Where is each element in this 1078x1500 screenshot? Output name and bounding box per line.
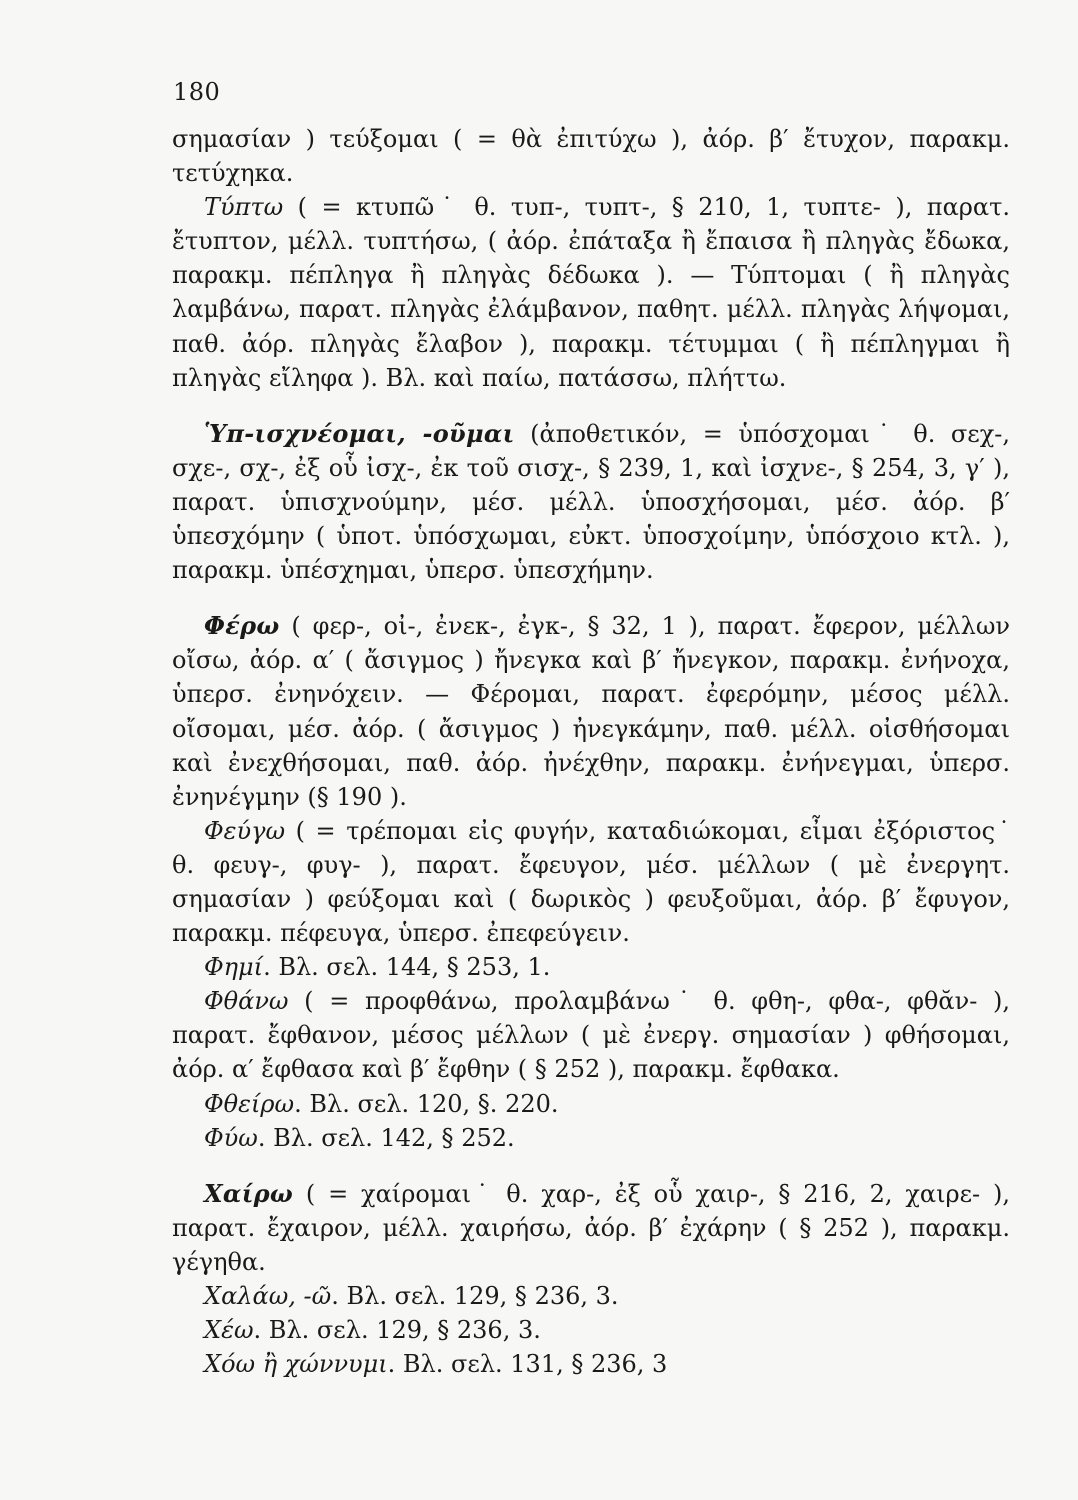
lemma: Φθάνω xyxy=(204,987,289,1016)
lemma-headword: Ὑπ-ισχνέομαι, -οῦμαι xyxy=(204,418,515,448)
entry-text: . Βλ. σελ. 142, § 252. xyxy=(257,1123,515,1152)
lemma: Φύω xyxy=(204,1123,258,1152)
entry-phyo xyxy=(172,1121,1010,1155)
entry-choo xyxy=(172,1347,1010,1381)
entry-text: . Βλ. σελ. 129, § 236, 3. xyxy=(253,1316,541,1345)
lemma: Φθείρω xyxy=(204,1089,295,1118)
lemma-headword: Χαίρω xyxy=(204,1178,294,1208)
lemma: Φημί xyxy=(204,953,264,982)
entry-phthano xyxy=(172,984,1010,1086)
entry-text: . Βλ. σελ. 144, § 253, 1. xyxy=(263,953,551,982)
entry-text: . Βλ. σελ. 120, §. 220. xyxy=(294,1089,559,1118)
entry-phero xyxy=(172,609,1010,814)
entry-text: σημασίαν ) τεύξομαι ( = θὰ ἐπιτύχω ), ἀόρ. β′ ἔτυχον, παρακμ. τετύχηκα. xyxy=(172,125,1010,188)
entry-text: ( = χαίρομαι˙ θ. χαρ-, ἐξ οὗ χαιρ-, § 216, 2, χαιρε- ), παρατ. ἔχαιρον, μέλλ. χαιρήσω, ἀόρ. β′ ἐχάρην ( § 252 ), παρακμ. γέγηθα. xyxy=(172,1179,1010,1276)
entry-phtheiro xyxy=(172,1087,1010,1121)
entry-text: (ἀποθετικόν, = ὑπόσχομαι˙ θ. σεχ-, σχε-, σχ-, ἐξ οὗ ἰσχ-, ἐκ τοῦ σισχ-, § 239, 1, καὶ ἰσχνε-, § 254, 3, γ′ ), παρατ. ὑπισχνούμην, μέσ. μέλλ. ὑποσχήσομαι, μέσ. ἀόρ. β′ ὑπεσχόμην ( ὑποτ. ὑπόσχωμαι, εὐκτ. ὑποσχοίμην, ὑπόσχοιο κτλ. ), παρακμ. ὑπέσχημαι, ὑπερσ. ὑπεσχήμην. xyxy=(172,419,1010,585)
lemma: Χαλάω, -ῶ xyxy=(204,1282,332,1310)
entry-phemi xyxy=(172,950,1010,984)
entry-text: . Βλ. σελ. 129, § 236, 3. xyxy=(331,1282,619,1310)
entry-continuation xyxy=(172,122,1010,190)
entry-text: ( φερ-, οἰ-, ἐνεκ-, ἐγκ-, § 32, 1 ), παρατ. ἔφερον, μέλλων οἴσω, ἀόρ. α′ ( ἄσιγμος ) ἤνεγκα καὶ β′ ἤνεγκον, παρακμ. ἐνήνοχα, ὑπερσ. ἐνηνόχειν. — Φέρομαι, παρατ. ἐφερόμην, μέσος μέλλ. οἴσομαι, μέσ. ἀόρ. ( ἄσιγμος ) ἠνεγκάμην, παθ. μέλλ. οἰσθήσομαι καὶ ἐνεχθήσομαι, παθ. ἀόρ. ἠνέχθην, παρακμ. ἐνήνεγμαι, ὑπερσ. ἐνηνέγμην (§ 190 ). xyxy=(172,612,1010,811)
dictionary-text xyxy=(172,122,1010,1381)
entry-text: ( = τρέπομαι εἰς φυγήν, καταδιώκομαι, εἶμαι ἐξόριστος˙ θ. φευγ-, φυγ- ), παρατ. ἔφευγον, μέσ. μέλλων ( μὲ ἐνεργητ. σημασίαν ) φεύξομαι καὶ ( δωρικὸς ) φευξοῦμαι, ἀόρ. β′ ἔφυγον, παρακμ. πέφευγα, ὑπερσ. ἐπεφεύγειν. xyxy=(172,816,1010,948)
lemma-headword: Φέρω xyxy=(204,611,280,641)
entry-cheo xyxy=(172,1313,1010,1347)
entry-text: . Βλ. σελ. 131, § 236, 3 xyxy=(387,1350,668,1379)
entry-chairo xyxy=(172,1177,1010,1279)
entry-text: ( = κτυπῶ˙ θ. τυπ-, τυπτ-, § 210, 1, τυπτε- ), παρατ. ἔτυπτον, μέλλ. τυπτήσω, ( ἀόρ. ἐπάταξα ἢ ἔπαισα ἢ πληγὰς ἔδωκα, παρακμ. πέπληγα ἢ πληγὰς δέδωκα ). — Τύπτομαι ( ἢ πληγὰς λαμβάνω, παρατ. πληγὰς ἐλάμβανον, παθητ. μέλλ. πληγὰς λήψομαι, παθ. ἀόρ. πληγὰς ἔλαβον ), παρακμ. τέτυμμαι ( ἢ πέπληγμαι ἢ πληγὰς εἴληφα ). Βλ. καὶ παίω, πατάσσω, πλήττω. xyxy=(172,193,1010,392)
entry-text: ( = προφθάνω, προλαμβάνω˙ θ. φθη-, φθα-, φθᾰν- ), παρατ. ἔφθανον, μέσος μέλλων ( μὲ ἐνεργ. σημασίαν ) φθήσομαι, ἀόρ. α′ ἔφθασα καὶ β′ ἔφθην ( § 252 ), παρακμ. ἔφθακα. xyxy=(172,987,1010,1084)
lemma: Χέω xyxy=(204,1316,254,1345)
lemma: Χόω ἢ χώννυμι xyxy=(204,1350,388,1379)
entry-typto xyxy=(172,190,1010,395)
entry-hypischneomai xyxy=(172,417,1010,587)
lemma: Τύπτω xyxy=(204,193,284,222)
entry-chalao xyxy=(172,1279,1010,1313)
lemma: Φεύγω xyxy=(204,816,286,845)
page-number: 180 xyxy=(173,78,221,106)
entry-pheugo xyxy=(172,814,1010,950)
